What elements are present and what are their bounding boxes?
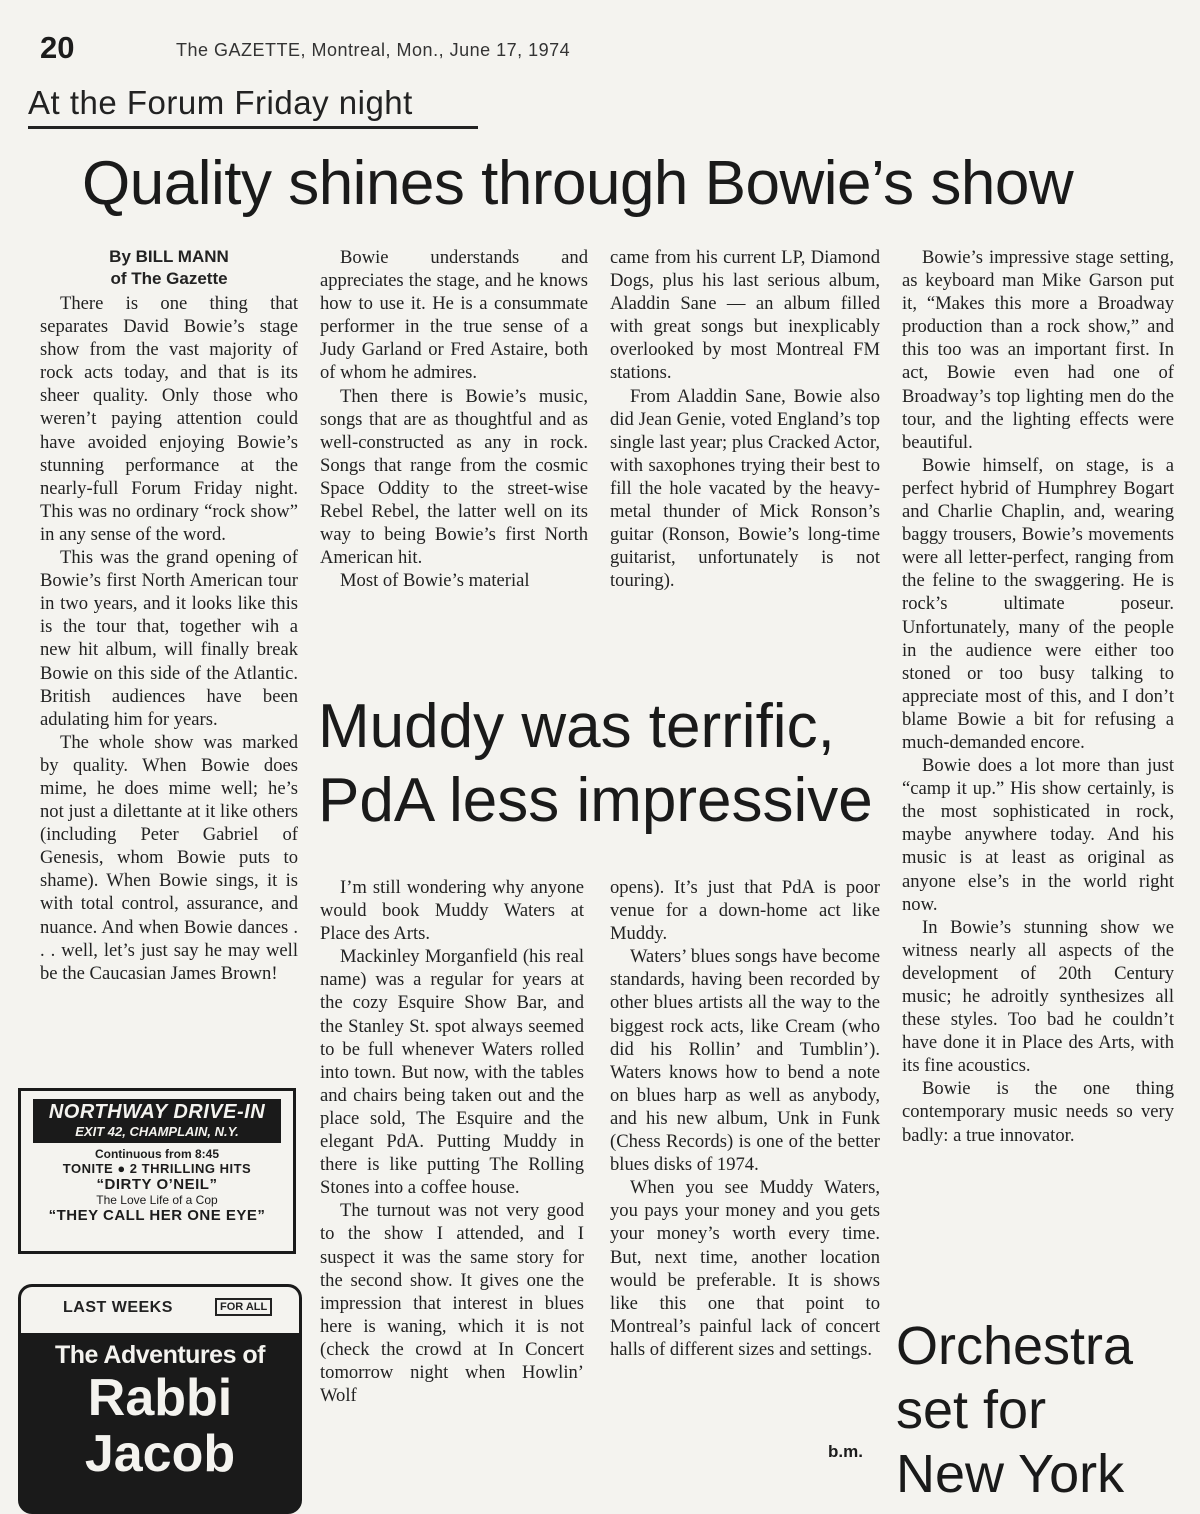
paragraph: Bowie does a lot more than just “camp it up.” His show certainly, is the most sophisticated in rock, maybe anywhere today. And his music is at least as original as anyone else’s in the world right now.	[902, 755, 1174, 915]
paragraph: When you see Muddy Waters, you pays your money and you gets your money’s worth every time. But, next time, another location would be preferable. It is shows like this one that point to Montreal’s painful lack of concert halls of different sizes and settings.	[610, 1177, 880, 1360]
paragraph: Bowie himself, on stage, is a perfect hybrid of Humphrey Bogart and Charlie Chaplin, and, wearing baggy trousers, Bowie’s movements were all letter-perfect, ranging from the feline to the swaggering. He is rock’s ultimate poseur. Unfortunately, many of the people in the audience were either too stoned or too busy talking to appreciate most of this, and I don’t blame Bowie a bit for refusing a much-demanded encore.	[902, 454, 1174, 753]
paragraph: In Bowie’s stunning show we witness nearly all aspects of the development of 20th Century music; he adroitly synthesizes all these styles. Too bad he couldn’t have done it in Place des Arts, with its fine acoustics.	[902, 916, 1174, 1077]
kicker: At the Forum Friday night	[28, 84, 413, 121]
byline-paper: of The Gazette	[110, 269, 228, 288]
main-headline: Quality shines through Bowie’s show	[82, 149, 1074, 218]
paragraph: The turnout was not very good to the show I attended, and I suspect it was the same story for the second show. It gives one the impression that interest in blues here is waning, which it is not (check the crowd at In Concert tomorrow night when Howlin’ Wolf	[320, 1200, 584, 1407]
byline-name: By BILL MANN	[109, 247, 229, 266]
feature-tagline: The Love Life of a Cop	[96, 1193, 218, 1207]
paragraph: I’m still wondering why anyone would book Muddy Waters at Place des Arts.	[320, 877, 584, 945]
feature-title-1: “DIRTY O’NEIL”	[96, 1176, 218, 1193]
paragraph: Bowie understands and appreciates the stage, and he knows how to use it. He is a consummate performer in the true sense of a Judy Garland or Fred Astaire, both of whom he admires.	[320, 247, 588, 384]
drive-in-name: NORTHWAY DRIVE-IN	[48, 1101, 266, 1123]
feature-title-2: “THEY CALL HER ONE EYE”	[48, 1207, 266, 1224]
paragraph: opens). It’s just that PdA is poor venue for a down-home act like Muddy.	[610, 877, 880, 945]
paragraph: Most of Bowie’s material	[340, 570, 530, 592]
article1-column-4	[902, 246, 1174, 1147]
kicker-underline	[28, 126, 478, 129]
orchestra-headline-line-2: set for	[896, 1380, 1047, 1440]
movie-ad-top-strip	[21, 1287, 299, 1333]
paragraph: Bowie is the one thing contemporary music needs so very badly: a true innovator.	[902, 1078, 1174, 1146]
movie-title-prefix: The Adventures of	[54, 1341, 266, 1369]
second-headline-line-2: PdA less impressive	[318, 766, 873, 835]
movie-advertisement	[18, 1284, 302, 1514]
byline	[40, 246, 298, 290]
article1-column-1	[40, 292, 298, 985]
drive-in-advertisement	[18, 1088, 296, 1254]
article1-column-3	[610, 246, 880, 592]
showtime: Continuous from 8:45	[94, 1147, 219, 1161]
movie-title-word-2: Jacob	[84, 1425, 236, 1483]
paragraph: There is one thing that separates David Bowie’s stage show from the vast majority of rock acts today, and that is its sheer quality. Only those who weren’t paying attention could have avoided enjoying Bowie’s stunning performance at the nearly-full Forum Friday night. This was no ordinary “rock show” in any sense of the word.	[40, 293, 298, 545]
paragraph: came from his current LP, Diamond Dogs, plus his last serious album, Aladdin Sane — an album filled with great songs but inexplicably overlooked by most Montreal FM stations.	[610, 247, 880, 384]
article2-column-1	[320, 876, 584, 1407]
last-weeks-label: LAST WEEKS	[63, 1299, 173, 1316]
billing: TONITE ● 2 THRILLING HITS	[62, 1161, 252, 1176]
orchestra-headline-line-3: New York	[896, 1444, 1125, 1504]
article1-column-2	[320, 246, 588, 592]
paragraph: The whole show was marked by quality. When Bowie does mime, he does mime well; he’s not just a dilettante at it like others (including Peter Gabriel of Genesis, whom Bowie puts to shame). When Bowie sings, it is with total control, assurance, and nuance. And when Bowie dances . . . well, let’s just say he may well be the Caucasian James Brown!	[40, 731, 298, 984]
folio-line: The GAZETTE, Montreal, Mon., June 17, 1974	[176, 40, 571, 60]
paragraph: From Aladdin Sane, Bowie also did Jean Genie, voted England’s top single last year; plus Cracked Actor, with saxophones trying their best to fill the hole vacated by the heavy-metal thunder of Mick Ronson’s guitar (Ronson, Bowie’s long-time guitarist, unfortunately is not touring).	[610, 385, 880, 592]
movie-title-word-1: Rabbi	[87, 1369, 233, 1427]
paragraph: Waters’ blues songs have become standards, having been recorded by other blues artists all the way to the biggest rock acts, like Cream (who did his Rollin’ and Tumblin’). Waters knows how to bend a note on blues harp as well as anybody, and his new album, Unk in Funk (Chess Records) is one of the better blues disks of 1974.	[610, 946, 880, 1176]
second-headline-line-1: Muddy was terrific,	[318, 692, 835, 761]
orchestra-headline	[896, 1314, 1133, 1506]
paragraph: Bowie’s impressive stage setting, as keyboard man Mike Garson put it, “Makes this more a Broadway production than a rock show,” and this too was an important first. In act, Bowie even had one of Broadway’s top lighting men do the tour, and the lighting effects were beautiful.	[902, 247, 1174, 453]
drive-in-banner	[33, 1099, 281, 1143]
paragraph: This was the grand opening of Bowie’s first North American tour in two years, and it looks like this is the tour that, together wih a new hit album, will finally break Bowie on this side of the Atlantic. British audiences have been adulating him for years.	[40, 547, 298, 730]
paragraph: Mackinley Morganfield (his real name) was a regular for years at the cozy Esquire Show Bar, and the Stanley St. spot always seemed to be full whenever Waters rolled into town. But now, with the tables and chairs being taken out and the place sold, The Esquire and the elegant PdA. Putting Muddy in there is like putting The Rolling Stones into a coffee house.	[320, 946, 584, 1199]
paragraph: Then there is Bowie’s music, songs that are as thoughtful and as well-constructed as any in rock. Songs that range from the cosmic Space Oddity to the street-wise Rebel Rebel, the latter well on its way to being Bowie’s first North American hit.	[320, 385, 588, 569]
author-initials: b.m.	[828, 1442, 863, 1461]
drive-in-address: EXIT 42, CHAMPLAIN, N.Y.	[75, 1124, 239, 1139]
rating-badge: FOR ALL	[215, 1298, 272, 1316]
page-number: 20	[40, 30, 75, 65]
orchestra-headline-line-1: Orchestra	[896, 1316, 1134, 1376]
second-headline	[318, 690, 888, 838]
article2-column-2	[610, 876, 880, 1361]
